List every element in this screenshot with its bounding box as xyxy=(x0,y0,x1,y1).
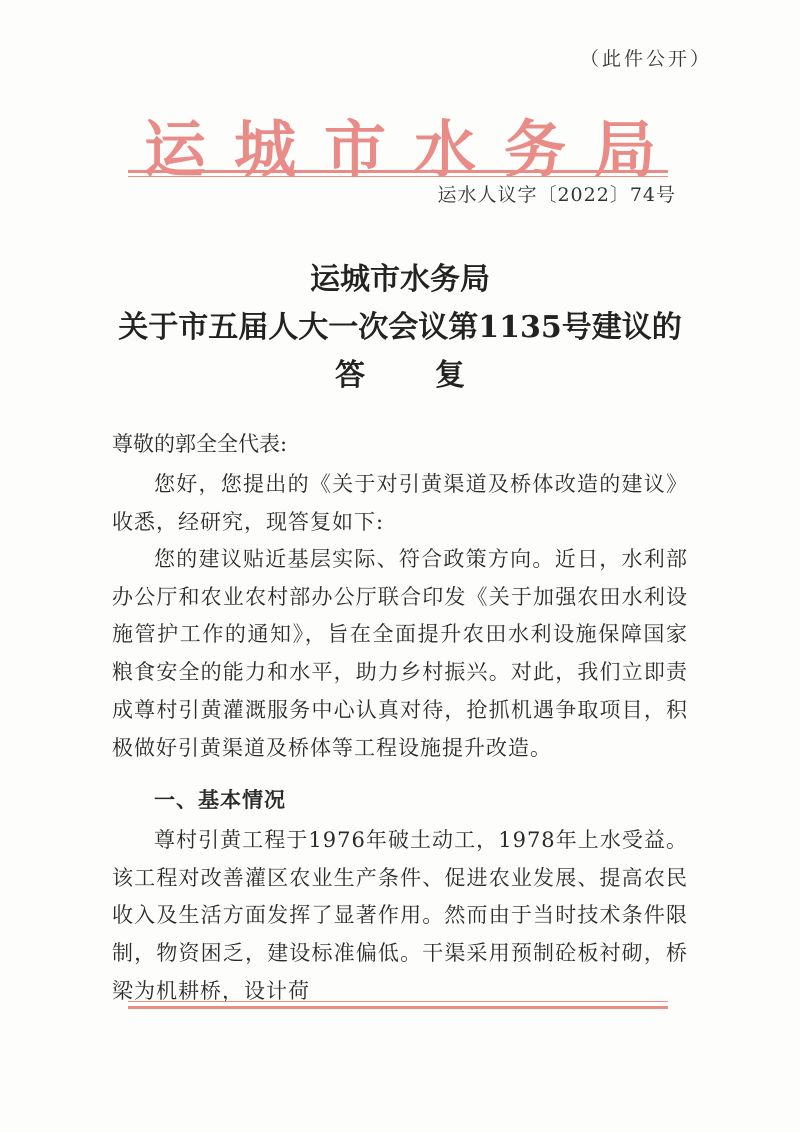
header-divider-thick xyxy=(128,170,668,173)
title-line-2: 关于市五届人大一次会议第1135号建议的 xyxy=(118,310,682,345)
title-line-1: 运城市水务局 xyxy=(310,262,490,297)
document-number: 运水人议字〔2022〕74号 xyxy=(437,184,676,206)
paragraph-greeting: 您好，您提出的《关于对引黄渠道及桥体改造的建议》收悉，经研究，现答复如下: xyxy=(112,472,688,534)
paragraph-basic-info: 尊村引黄工程于1976年破土动工，1978年上水受益。该工程对改善灌区农业生产条件、促进农业发展、提高农民收入及生活方面发挥了显著作用。然而由于当时技术条件限制，物资困乏，建设标准偏低。干渠采用预制砼板衬砌，桥梁为机耕桥，设计荷 xyxy=(112,828,688,1003)
salutation: 尊敬的郭全全代表: xyxy=(112,432,288,456)
title-line-3: 答复 xyxy=(335,358,535,393)
section-heading-basic-info: 一、基本情况 xyxy=(154,787,286,812)
footer-divider-thin xyxy=(128,1001,668,1002)
header-divider-thin xyxy=(128,176,668,177)
organization-header: 运城市水务局 xyxy=(143,113,684,186)
paragraph-response: 您的建议贴近基层实际、符合政策方向。近日，水利部办公厅和农业农村部办公厅联合印发《关于加强农田水利设施管护工作的通知》，旨在全面提升农田水利设施保障国家粮食安全的能力和水平，助力乡村振兴。对此，我们立即责成尊村引黄灌溉服务中心认真对待，抢抓机遇争取项目，积极做好引黄渠道及桥体等工程设施提升改造。 xyxy=(112,547,688,760)
footer-divider-thick xyxy=(128,1006,668,1009)
public-disclosure-mark: （此件公开） xyxy=(580,48,713,70)
